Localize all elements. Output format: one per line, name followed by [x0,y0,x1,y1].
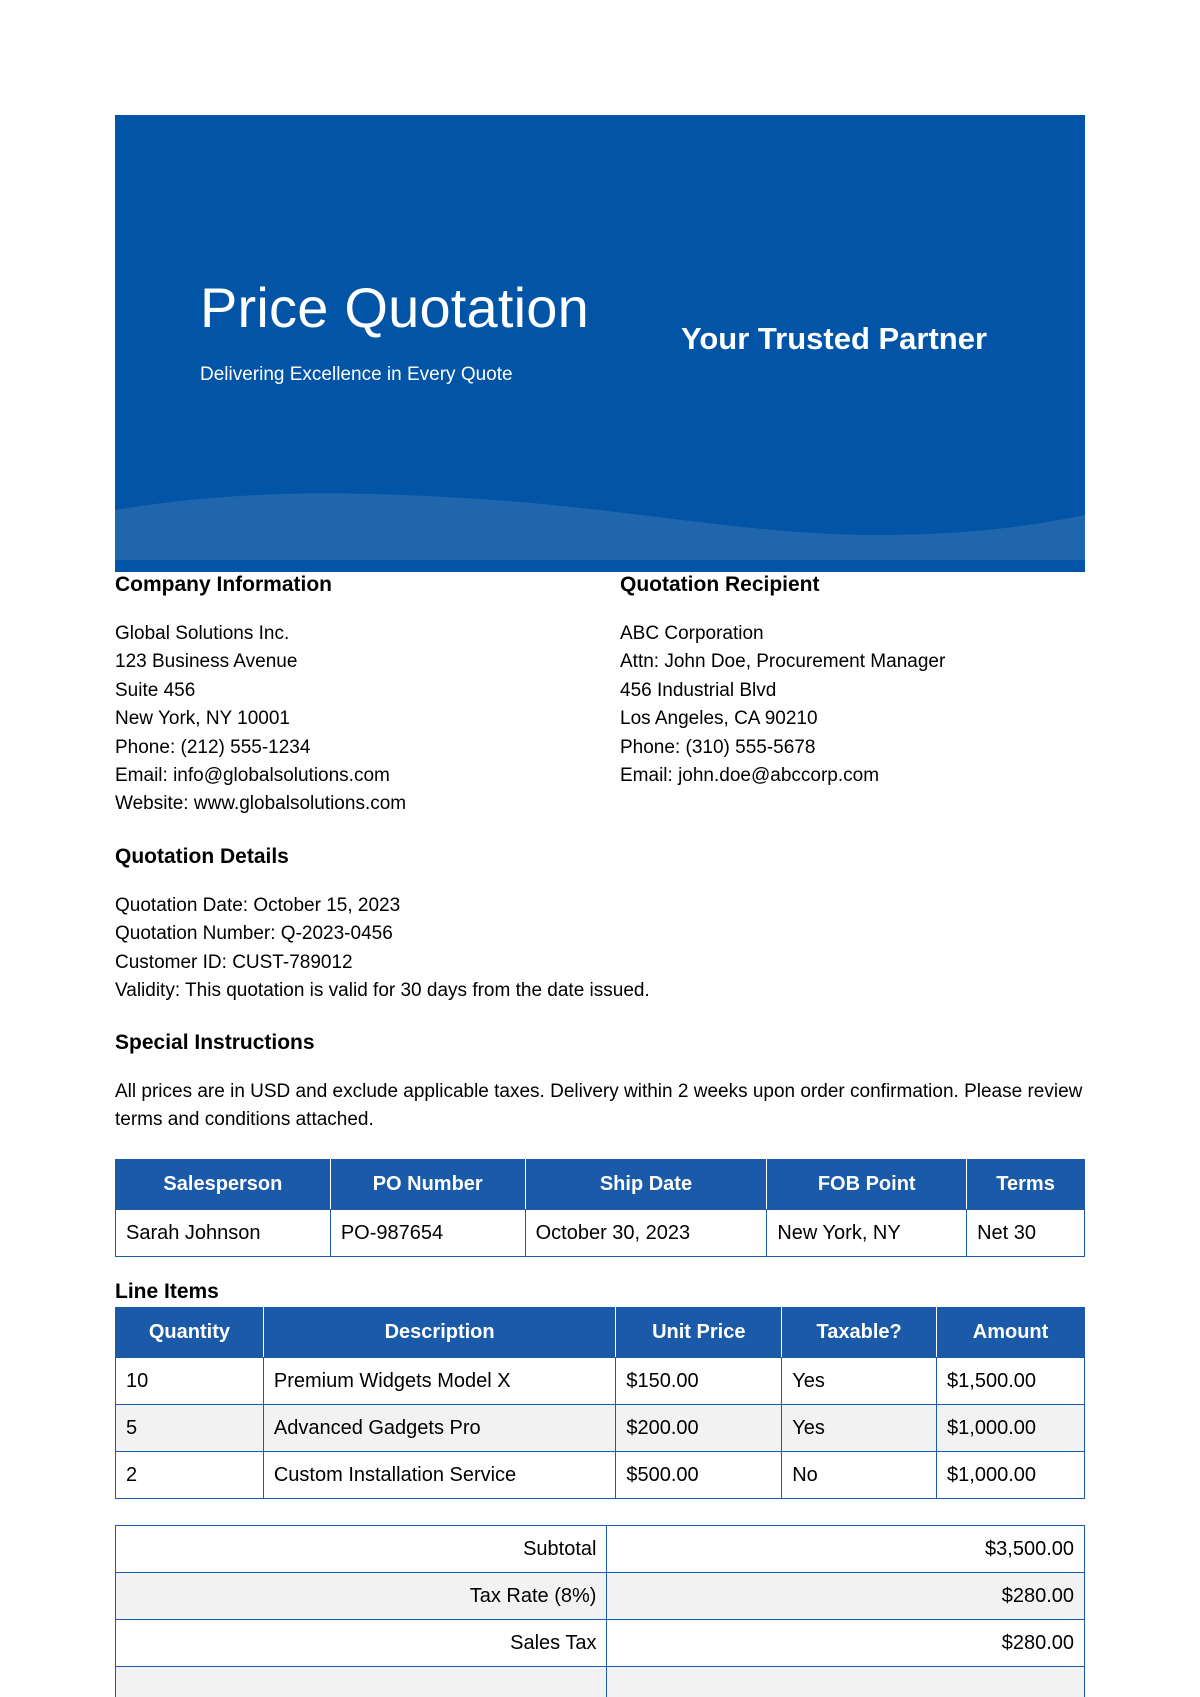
details-lines [115,892,1085,1006]
instructions-heading: Special Instructions [115,1030,315,1054]
column-header: Description [263,1308,616,1358]
order-info-table [115,1159,1085,1257]
column-header: PO Number [330,1160,525,1210]
details-line: Customer ID: CUST-789012 [115,951,353,973]
company-heading: Company Information [115,573,333,596]
table-row [116,1405,1085,1452]
table-cell: Premium Widgets Model X [263,1358,616,1405]
table-cell: 2 [116,1452,264,1499]
totals-value: $3,500.00 [607,1526,1085,1573]
table-cell: Advanced Gadgets Pro [263,1405,616,1452]
totals-label: Sales Tax [116,1620,607,1667]
table-cell: Net 30 [967,1210,1085,1257]
totals-row [116,1667,1085,1697]
table-cell: $200.00 [616,1405,782,1452]
totals-table [115,1525,1085,1697]
recipient-line: Phone: (310) 555-5678 [620,736,816,758]
company-line: Email: info@globalsolutions.com [115,765,390,787]
recipient-line: 456 Industrial Blvd [620,679,777,701]
totals-value: $280.00 [607,1620,1085,1667]
header-banner [115,115,1085,572]
recipient-line: ABC Corporation [620,623,764,644]
table-cell: No [782,1452,937,1499]
table-cell: $150.00 [616,1358,782,1405]
column-header: Taxable? [782,1308,937,1358]
table-cell: PO-987654 [330,1210,525,1257]
recipient-line: Attn: John Doe, Procurement Manager [620,651,946,673]
column-header: Unit Price [616,1308,782,1358]
company-line: Phone: (212) 555-1234 [115,736,311,758]
special-instructions [115,1030,1085,1135]
totals-row [116,1526,1085,1573]
table-cell: 5 [116,1405,264,1452]
totals-row [116,1573,1085,1620]
table-row [116,1452,1085,1499]
recipient-line: Los Angeles, CA 90210 [620,708,818,730]
table-cell: October 30, 2023 [525,1210,767,1257]
column-header: Quantity [116,1308,264,1358]
column-header: Salesperson [116,1160,331,1210]
column-header: Terms [967,1160,1085,1210]
line-items-header-row [116,1308,1085,1358]
company-line: 123 Business Avenue [115,651,298,673]
recipient-line: Email: john.doe@abccorp.com [620,765,880,787]
instructions-text: All prices are in USD and exclude applicable taxes. Delivery within 2 weeks upon order confirmation. Please review terms and conditions attached. [115,1080,1083,1131]
totals-label [116,1667,607,1697]
totals-row [116,1620,1085,1667]
column-header: Amount [937,1308,1085,1358]
company-line: New York, NY 10001 [115,708,290,730]
table-cell: $1,000.00 [937,1405,1085,1452]
company-line: Suite 456 [115,679,196,701]
details-line: Quotation Number: Q-2023-0456 [115,923,393,945]
quotation-page [115,115,1085,1697]
company-info [115,572,406,819]
table-row [116,1210,1085,1257]
tagline: Your Trusted Partner [681,321,988,356]
company-line: Global Solutions Inc. [115,623,290,644]
company-lines [115,620,406,819]
totals-value: $280.00 [607,1573,1085,1620]
totals-value [607,1667,1085,1697]
table-cell: Sarah Johnson [116,1210,331,1257]
totals-label: Subtotal [116,1526,607,1573]
column-header: Ship Date [525,1160,767,1210]
details-heading: Quotation Details [115,845,289,868]
table-cell: New York, NY [767,1210,967,1257]
recipient-heading: Quotation Recipient [620,573,820,596]
recipient-lines [620,620,945,790]
page-subtitle: Delivering Excellence in Every Quote [200,364,513,385]
table-cell: $1,500.00 [937,1358,1085,1405]
table-cell: Yes [782,1405,937,1452]
totals-label: Tax Rate (8%) [116,1573,607,1620]
line-items-table [115,1307,1085,1499]
table-cell: 10 [116,1358,264,1405]
table-cell: $1,000.00 [937,1452,1085,1499]
details-line: Quotation Date: October 15, 2023 [115,895,401,916]
recipient-info [620,572,945,790]
table-cell: $500.00 [616,1452,782,1499]
info-section [115,572,1085,832]
table-cell: Yes [782,1358,937,1405]
order-info-header-row [116,1160,1085,1210]
line-items-heading: Line Items [115,1280,219,1304]
quotation-details [115,844,1085,1006]
details-line: Validity: This quotation is valid for 30 days from the date issued. [115,980,650,1002]
table-row [116,1358,1085,1405]
table-cell: Custom Installation Service [263,1452,616,1499]
company-line: Website: www.globalsolutions.com [115,793,407,815]
page-title: Price Quotation [200,276,589,339]
column-header: FOB Point [767,1160,967,1210]
